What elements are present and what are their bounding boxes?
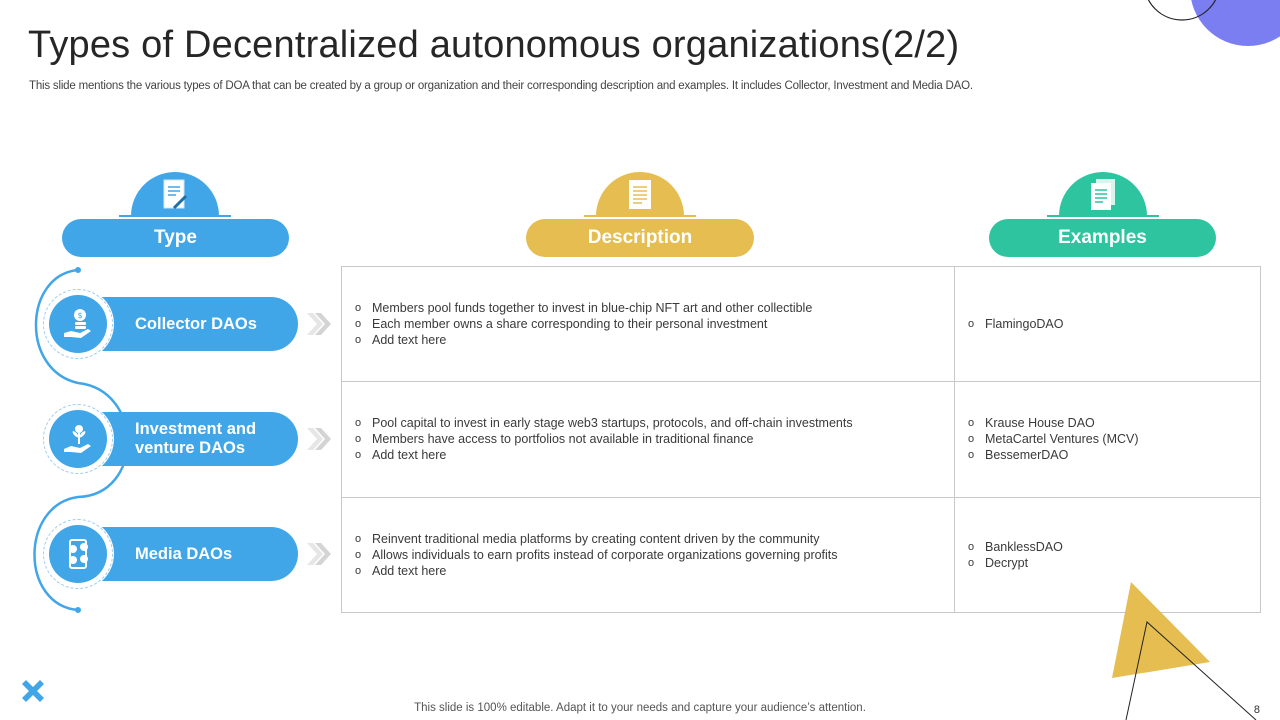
examples-cell [955,382,1261,497]
list-item: o Members pool funds together to invest in blue-chip NFT art and other collectible [355,301,813,316]
list-item: o FlamingoDAO [968,317,1064,332]
triangle-decoration [1100,578,1280,720]
description-header-underline [584,215,696,217]
hand-coins-icon [61,307,95,341]
document-edit-icon [160,178,190,212]
chevron-right-icon [305,541,333,567]
list-item: o Each member owns a share corresponding to their personal investment [355,317,768,332]
list-item: o Pool capital to invest in early stage web3 startups, protocols, and off-chain investments [355,416,853,431]
description-cell [342,267,955,382]
examples-header: Examples [989,219,1216,257]
list-item: o BessemerDAO [968,448,1069,463]
row-icon-bg [49,295,107,353]
examples-header-dome [1059,172,1147,216]
corner-decoration [1130,0,1280,60]
list-item: o Allows individuals to earn profits instead of corporate organizations governing profits [355,547,838,562]
list-item: o MetaCartel Ventures (MCV) [968,432,1139,447]
list-item: o Krause House DAO [968,416,1095,431]
table-row [342,267,1261,382]
slide-footer: This slide is 100% editable. Adapt it to your needs and capture your audience’s attention. [414,702,866,714]
list-item: o Add text here [355,333,447,348]
row-icon-circle-investment [42,403,114,475]
slide-subtitle: This slide mentions the various types of DOA that can be created by a group or organization and their corresponding description and examples. It includes Collector, Investment and Media DAO. [29,80,973,92]
list-item: o Decrypt [968,555,1029,570]
document-icon [626,178,654,212]
document-list-icon [1088,178,1118,212]
hand-plant-icon [61,422,95,456]
dao-table [341,266,1261,613]
list-item: o BanklessDAO [968,539,1063,554]
type-header: Type [62,219,289,257]
page-number: 8 [1253,704,1260,716]
chevron-right-icon [305,426,333,452]
description-header: Description [526,219,754,257]
row-icon-circle-media [42,518,114,590]
list-item: o Members have access to portfolios not available in traditional finance [355,432,754,447]
list-item: o Add text here [355,448,447,463]
svg-text:$: $ [77,311,83,320]
description-cell [342,497,955,612]
slide-title: Types of Decentralized autonomous organizations(2/2) [28,24,960,66]
examples-cell [955,267,1261,382]
type-header-dome [131,172,219,216]
description-header-dome [596,172,684,216]
row-type-collector: Collector DAOs [98,297,298,351]
row-type-investment: Investment and venture DAOs [98,412,298,466]
type-header-underline [119,215,231,217]
list-item: o Reinvent traditional media platforms by creating content driven by the community [355,531,820,546]
social-media-phone-icon [61,537,95,571]
list-item: o Add text here [355,563,447,578]
row-icon-bg [49,410,107,468]
row-type-media: Media DAOs [98,527,298,581]
table-row [342,382,1261,497]
row-icon-circle-collector [42,288,114,360]
examples-header-underline [1047,215,1159,217]
row-icon-bg [49,525,107,583]
chevron-right-icon [305,311,333,337]
description-cell [342,382,955,497]
